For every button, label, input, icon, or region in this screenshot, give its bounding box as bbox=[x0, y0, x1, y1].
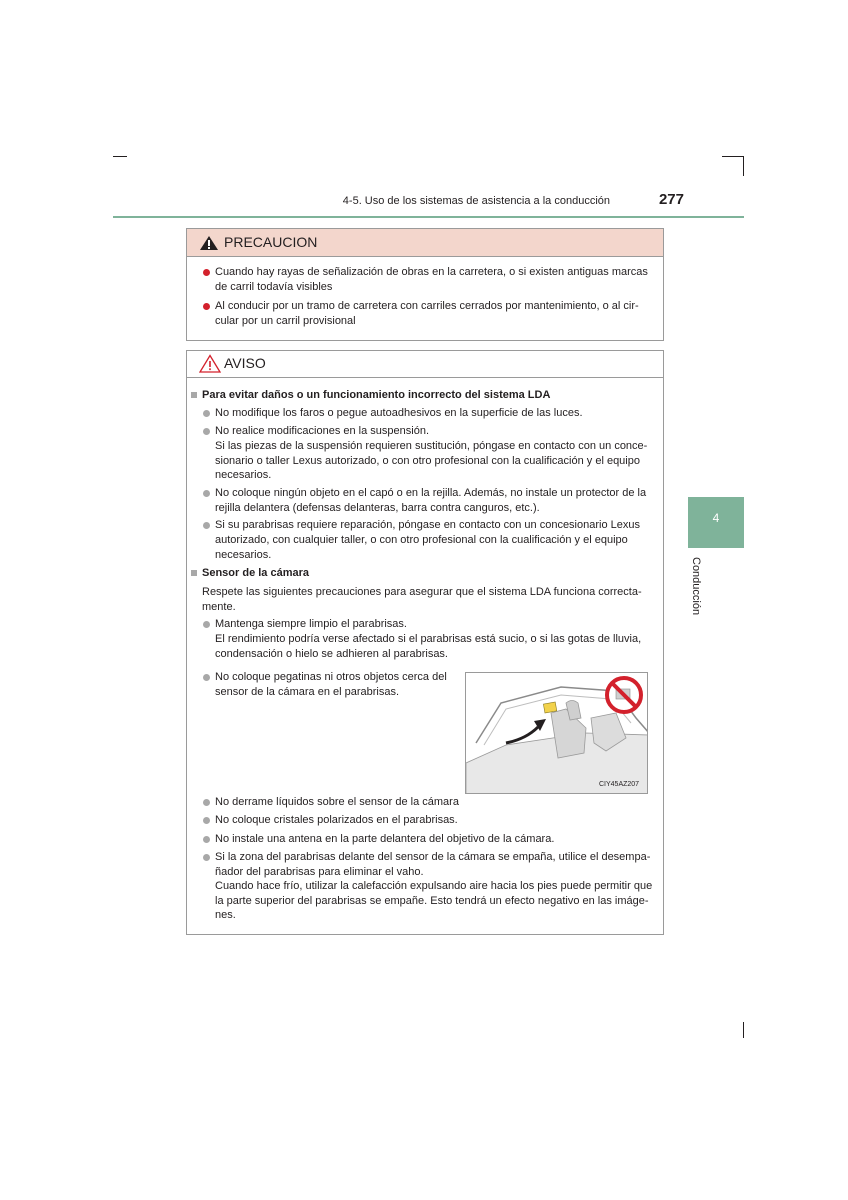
s1-item-3-line-1: No coloque ningún objeto en el capó o en la rejilla. Además, no instale un protector de la bbox=[215, 487, 647, 499]
bullet-gray-icon bbox=[203, 410, 210, 417]
page-number: 277 bbox=[658, 191, 684, 208]
crop-mark-top-right-v bbox=[743, 156, 744, 176]
s1-item-3-line-2: rejilla delantera (defensas delanteras, barra contra canguros, etc.). bbox=[215, 502, 540, 514]
bullet-red-icon bbox=[203, 269, 210, 276]
s2-item-6-line-5: nes. bbox=[215, 909, 236, 921]
bullet-gray-icon bbox=[203, 854, 210, 861]
s1-item-4-line-2: autorizado, con cualquier taller, o con otro profesional con la cualificación y el equipo bbox=[215, 534, 628, 546]
bullet-gray-icon bbox=[203, 799, 210, 806]
s2-intro-line-1: Respete las siguientes precauciones para asegurar que el sistema LDA funciona correcta- bbox=[202, 586, 642, 598]
s2-item-1-line-1: Mantenga siempre limpio el parabrisas. bbox=[215, 618, 407, 630]
chapter-label-container bbox=[690, 557, 710, 637]
bullet-gray-icon bbox=[203, 522, 210, 529]
caution-item-2-line-2: cular por un carril provisional bbox=[215, 315, 356, 327]
s2-item-6-line-4: la parte superior del parabrisas se empañe. Esto tendrá un efecto negativo en las imáge- bbox=[215, 895, 649, 907]
square-bullet-icon bbox=[191, 570, 197, 576]
s2-item-1-line-2: El rendimiento podría verse afectado si el parabrisas está sucio, o si las gotas de lluvia, bbox=[215, 633, 642, 645]
bullet-gray-icon bbox=[203, 674, 210, 681]
bullet-gray-icon bbox=[203, 490, 210, 497]
figure-code: CIY45AZ207 bbox=[599, 781, 640, 788]
section1-heading: Para evitar daños o un funcionamiento incorrecto del sistema LDA bbox=[202, 389, 551, 401]
chapter-label: Conducción bbox=[690, 557, 702, 616]
s2-item-6-line-1: Si la zona del parabrisas delante del sensor de la cámara se empaña, utilice el desempa- bbox=[215, 851, 651, 863]
s1-item-4-line-1: Si su parabrisas requiere reparación, póngase en contacto con un concesionario Lexus bbox=[215, 519, 640, 531]
s2-item-5-line-1: No instale una antena en la parte delantera del objetivo de la cámara. bbox=[215, 833, 555, 845]
s2-item-3-line-1: No derrame líquidos sobre el sensor de la cámara bbox=[215, 796, 459, 808]
caution-title: PRECAUCION bbox=[224, 234, 318, 250]
bullet-gray-icon bbox=[203, 428, 210, 435]
s1-item-1-line-1: No modifique los faros o pegue autoadhesivos en la superficie de las luces. bbox=[215, 407, 583, 419]
chapter-number: 4 bbox=[712, 511, 720, 525]
notice-title: AVISO bbox=[224, 355, 266, 371]
s2-item-6-line-2: ñador del parabrisas para eliminar el vaho. bbox=[215, 866, 424, 878]
bullet-red-icon bbox=[203, 303, 210, 310]
caution-item-1-line-2: de carril todavía visibles bbox=[215, 281, 333, 293]
s1-item-2-line-3: sionario o taller Lexus autorizado, o con otro profesional con la cualificación y el equipo bbox=[215, 455, 640, 467]
bullet-gray-icon bbox=[203, 817, 210, 824]
s1-item-4-line-3: necesarios. bbox=[215, 549, 272, 561]
s2-item-2-line-1: No coloque pegatinas ni otros objetos cerca del bbox=[215, 671, 447, 683]
crop-mark-bottom-right bbox=[743, 1022, 744, 1038]
s2-item-4-line-1: No coloque cristales polarizados en el parabrisas. bbox=[215, 814, 458, 826]
section2-heading: Sensor de la cámara bbox=[202, 567, 310, 579]
s2-intro-line-2: mente. bbox=[202, 601, 236, 613]
s2-item-1-line-3: condensación o hielo se adhieren al parabrisas. bbox=[215, 648, 448, 660]
crop-mark-top-left bbox=[113, 156, 127, 157]
warning-triangle-icon bbox=[199, 235, 219, 251]
square-bullet-icon bbox=[191, 392, 197, 398]
bullet-gray-icon bbox=[203, 836, 210, 843]
windshield-drawing bbox=[466, 673, 648, 794]
section-header: 4-5. Uso de los sistemas de asistencia a la conducción bbox=[342, 195, 610, 207]
s1-item-2-line-1: No realice modificaciones en la suspensión. bbox=[215, 425, 430, 437]
crop-mark-top-right-h bbox=[722, 156, 744, 157]
notice-title-bar bbox=[187, 351, 663, 378]
s2-item-6-line-3: Cuando hace frío, utilizar la calefacción expulsando aire hacia los pies puede permitir que bbox=[215, 880, 653, 892]
camera-sensor-illustration bbox=[465, 672, 648, 794]
s1-item-2-line-2: Si las piezas de la suspensión requieren sustitución, póngase en contacto con un conce- bbox=[215, 440, 648, 452]
header-rule bbox=[113, 216, 744, 218]
bullet-gray-icon bbox=[203, 621, 210, 628]
caution-item-2-line-1: Al conducir por un tramo de carretera con carriles cerrados por mantenimiento, o al cir- bbox=[215, 300, 639, 312]
s1-item-2-line-4: necesarios. bbox=[215, 469, 272, 481]
caution-item-1-line-1: Cuando hay rayas de señalización de obras en la carretera, o si existen antiguas marcas bbox=[215, 266, 648, 278]
caution-title-bar bbox=[187, 229, 663, 257]
s2-item-2-line-2: sensor de la cámara en el parabrisas. bbox=[215, 686, 400, 698]
warning-triangle-outline-icon bbox=[199, 354, 221, 373]
chapter-tab bbox=[688, 497, 744, 548]
